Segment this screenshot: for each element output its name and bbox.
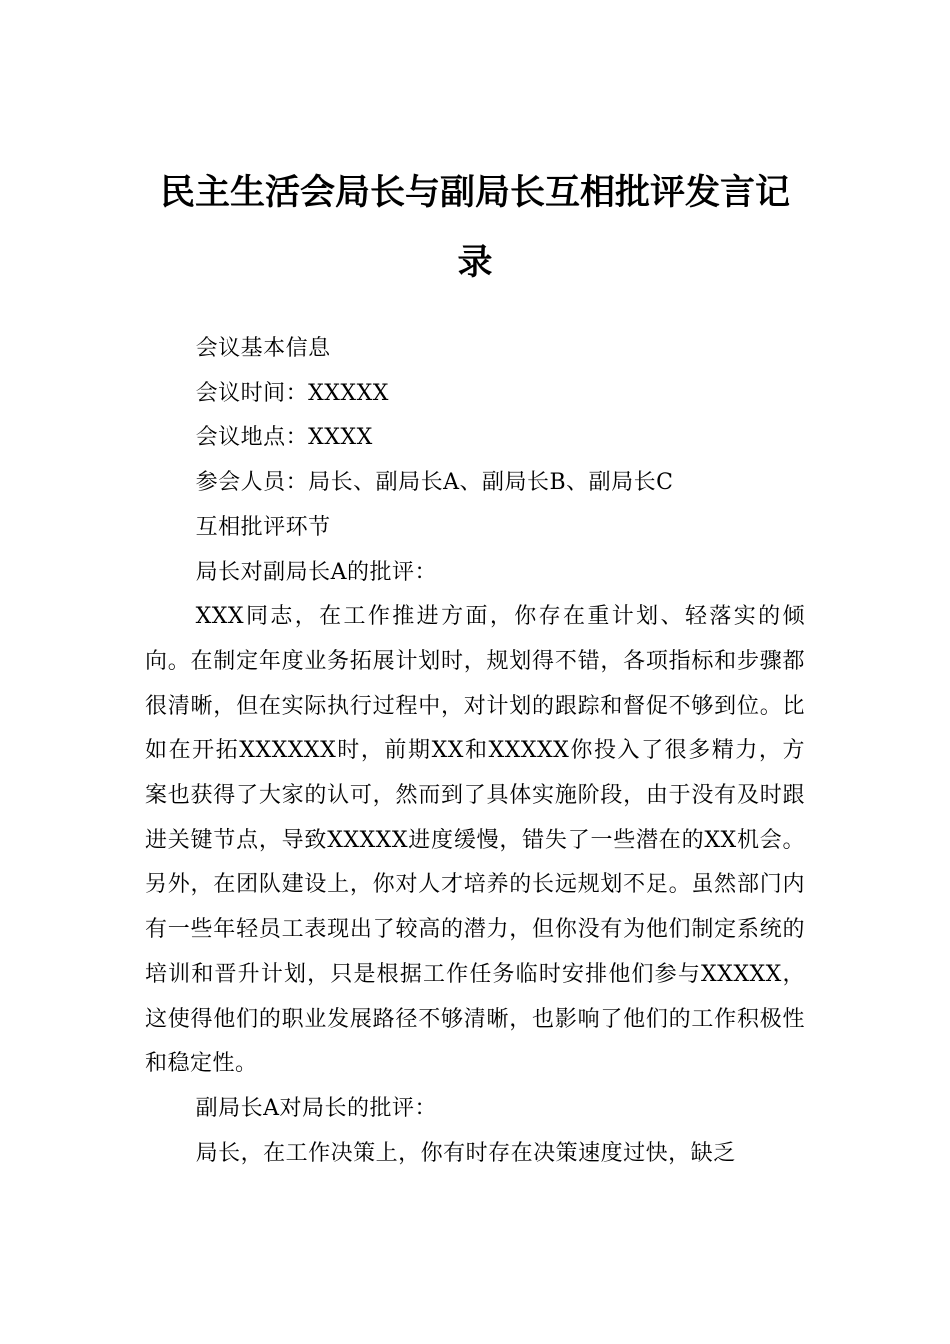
paragraph-deputy-a-to-director-heading: 副局长A对局长的批评：	[195, 1095, 437, 1121]
paragraph-meeting-info-heading: 会议基本信息	[195, 336, 331, 361]
paragraph-meeting-time: 会议时间：XXXXX	[195, 380, 389, 406]
paragraph-criticism-section-heading: 互相批评环节	[195, 514, 331, 540]
paragraph-director-criticism-text: XXX同志，在工作推进方面，你存在重计划、轻落实的倾向。在制定年度业务拓展计划时，规划得不错，各项指标和步骤都很清晰，但在实际执行过程中，对计划的跟踪和督促不够到位。比如在开拓XXXXXX时，前期XX和XXXXX你投入了很多精力，方案也获得了大家的认可，然而到了具体实施阶段，由于没有及时跟进关键节点，导致XXXXX进度缓慢，错失了一些潜在的XX机会。另外，在团队建设上，你对人才培养的长远规划不足。虽然部门内有一些年轻员工表现出了较高的潜力，但你没有为他们制定系统的培训和晋升计划，只是根据工作任务临时安排他们参与XXXXX，这使得他们的职业发展路径不够清晰，也影响了他们的工作积极性和稳定性。	[145, 604, 805, 1077]
paragraph-meeting-location: 会议地点：XXXX	[195, 425, 373, 451]
document-title: 民主生活会局长与副局长互相批评发言记录	[159, 172, 790, 283]
paragraph-director-to-deputy-a-heading: 局长对副局长A的批评：	[195, 559, 437, 585]
document-body	[145, 327, 805, 1176]
paragraph-deputy-a-criticism-text: 局长，在工作决策上，你有时存在决策速度过快，缺乏	[195, 1140, 736, 1166]
paragraph-attendees: 参会人员：局长、副局长A、副局长B、副局长C	[195, 470, 674, 496]
